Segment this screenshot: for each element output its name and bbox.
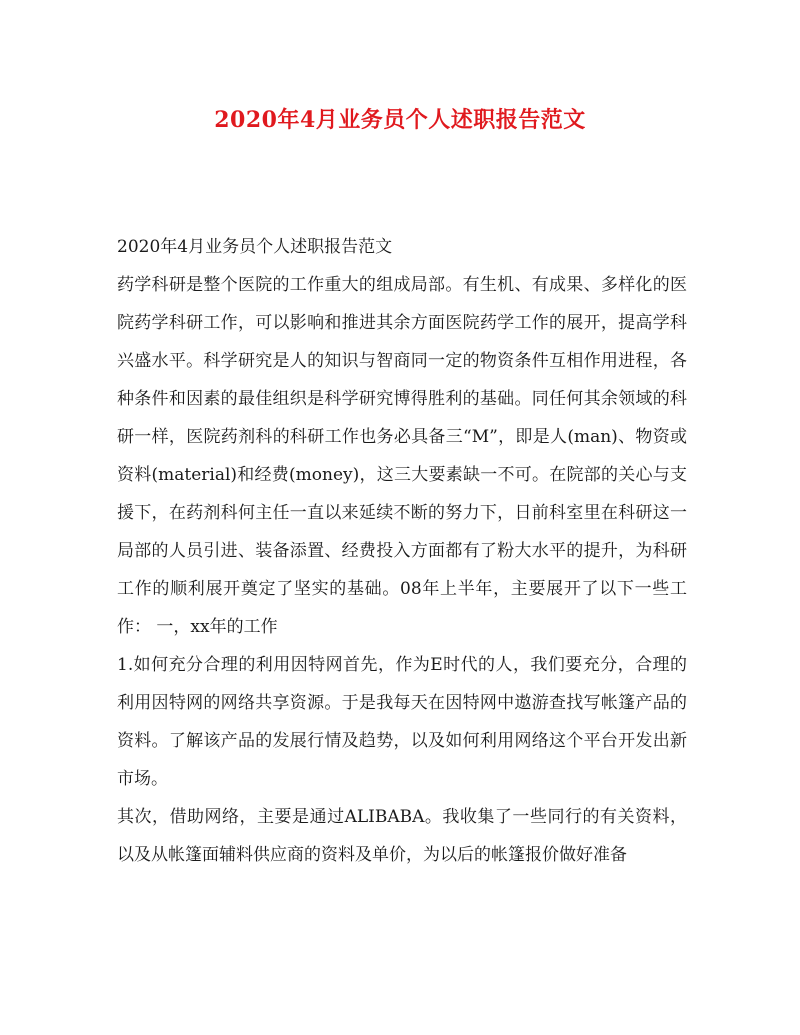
document-title: 2020年4月业务员个人述职报告范文 — [214, 107, 586, 133]
paragraph-subtitle: 2020年4月业务员个人述职报告范文 — [117, 237, 393, 257]
paragraph-pharmacy-research: 药学科研是整个医院的工作重大的组成局部。有生机、有成果、多样化的医院药学科研工作，可以影响和推进其余方面医院药学工作的展开，提高学科兴盛水平。科学研究是人的知识与智商同一定的物资条件互相作用进程，各种条件和因素的最佳组织是科学研究博得胜利的基础。同任何其余领域的科研一样，医院药剂科的科研工作也务必具备三“M”，即是人(man)、物资或资料(material)和经费(money)，这三大要素缺一不可。在院部的关心与支援下，在药剂科何主任一直以来延续不断的努力下，日前科室里在科研这一局部的人员引进、装备添置、经费投入方面都有了粉大水平的提升，为科研工作的顺利展开奠定了坚实的基础。08年上半年，主要展开了以下一些工作： 一，xx年的工作 — [117, 275, 687, 637]
paragraph-alibaba: 其次，借助网络，主要是通过ALIBABA。我收集了一些同行的有关资料，以及从帐篷面辅料供应商的资料及单价，为以后的帐篷报价做好准备 — [117, 807, 687, 865]
document-body — [117, 228, 687, 874]
paragraph-internet-usage: 1.如何充分合理的利用因特网首先，作为E时代的人，我们要充分，合理的利用因特网的网络共享资源。于是我每天在因特网中遨游查找写帐篷产品的资料。了解该产品的发展行情及趋势，以及如何利用网络这个平台开发出新市场。 — [117, 655, 687, 789]
